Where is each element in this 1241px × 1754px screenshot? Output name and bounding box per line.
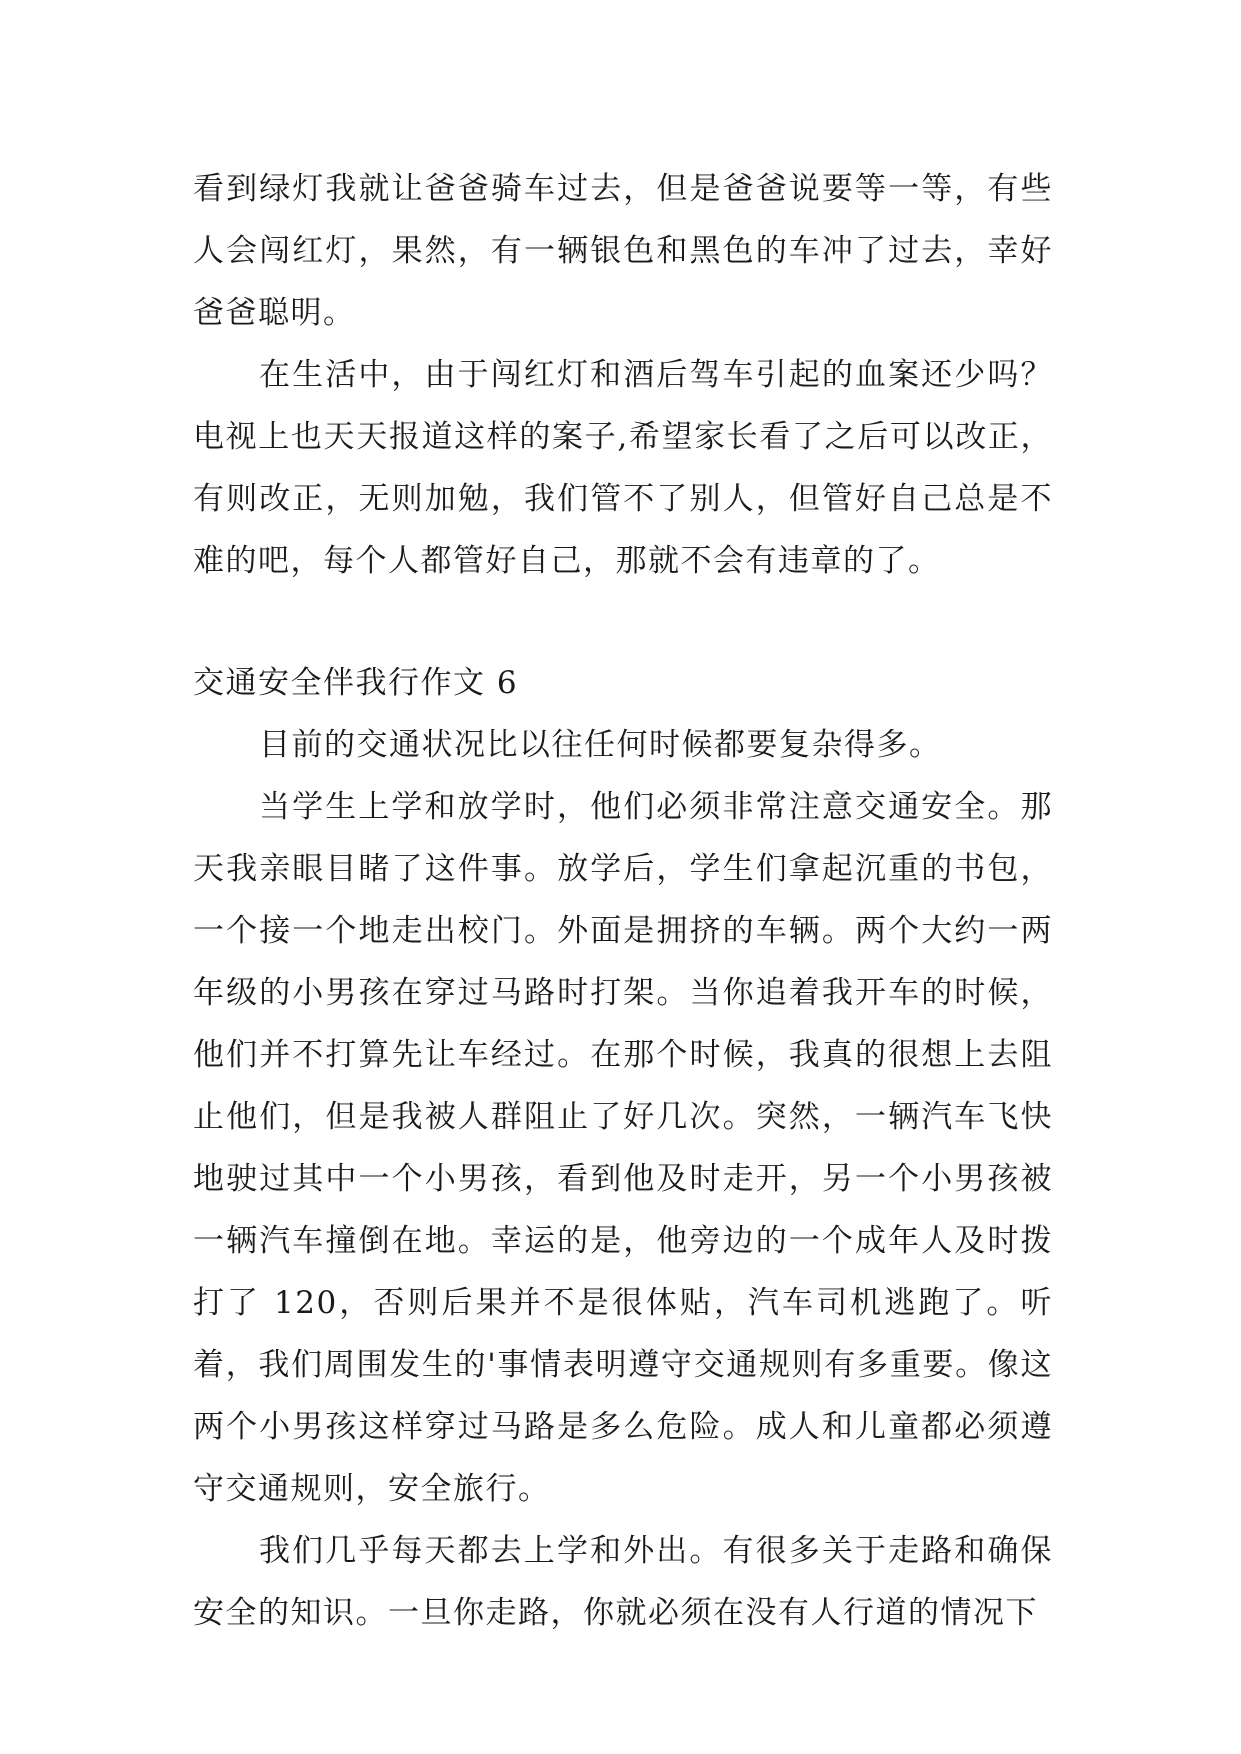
paragraph: 当学生上学和放学时，他们必须非常注意交通安全。那天我亲眼目睹了这件事。放学后，学生们拿起沉重的书包，一个接一个地走出校门。外面是拥挤的车辆。两个大约一两年级的小男孩在穿过马路时打架。当你追着我开车的时候，他们并不打算先让车经过。在那个时候，我真的很想上去阻止他们，但是我被人群阻止了好几次。突然，一辆汽车飞快地驶过其中一个小男孩，看到他及时走开，另一个小男孩被一辆汽车撞倒在地。幸运的是，他旁边的一个成年人及时拨打了 120，否则后果并不是很体贴，汽车司机逃跑了。听着，我们周围发生的'事情表明遵守交通规则有多重要。像这两个小男孩这样穿过马路是多么危险。成人和儿童都必须遵守交通规则，安全旅行。 <box>193 789 1053 1507</box>
paragraph: 目前的交通状况比以往任何时候都要复杂得多。 <box>259 727 942 763</box>
paragraph: 看到绿灯我就让爸爸骑车过去，但是爸爸说要等一等，有些人会闯红灯，果然，有一辆银色和黑色的车冲了过去，幸好爸爸聪明。 <box>193 171 1053 331</box>
section-title: 交通安全伴我行作文 6 <box>193 665 519 701</box>
paragraph: 在生活中，由于闯红灯和酒后驾车引起的血案还少吗？电视上也天天报道这样的案子,希望家长看了之后可以改正，有则改正，无则加勉，我们管不了别人，但管好自己总是不难的吧，每个人都管好自己，那就不会有违章的了。 <box>193 357 1053 579</box>
document-body <box>193 158 1053 1644</box>
paragraph: 我们几乎每天都去上学和外出。有很多关于走路和确保安全的知识。一旦你走路，你就必须在没有人行道的情况下 <box>193 1533 1053 1631</box>
